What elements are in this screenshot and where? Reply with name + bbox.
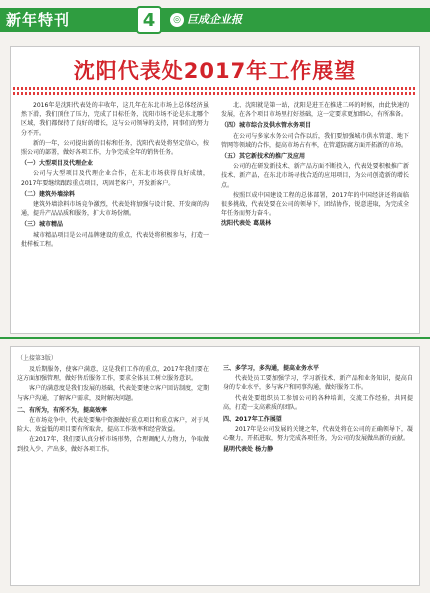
headline-stripe bbox=[13, 87, 417, 90]
section-subheading: （二）建筑外墙涂料 bbox=[21, 190, 76, 198]
article-paragraph: 新的一年，公司提出新的目标和任务，沈阳代表处将坚定信心，按照公司的部署，做好各项工作，力争完成全年的销售任务。 bbox=[21, 139, 209, 157]
article-paragraph: 在市场竞争中，代表处要集中资源做好重点项目和重点客户，对于风险大、效益低的项目要有所取舍，提高工作效率和经营效益。 bbox=[17, 417, 209, 434]
article-paragraph: 在公司与多家水务公司合作以后，我们要加强城市供水管道、地下管网等领域的合作，提高市场占有率，在管道防腐方面开拓新的市场。 bbox=[221, 132, 409, 149]
article-paragraph: 代表处要组织员工参加公司的各种培训，交流工作经验，共同提高，打造一支高素质的团队。 bbox=[223, 394, 413, 411]
article-paragraph: 按照巨成中国建设工程的总体部署，2017年的中国经济还将面临很多挑战，代表处要在公司的领导下，团结协作，锐意进取，为完成全年任务而努力奋斗。 bbox=[221, 191, 409, 218]
author-byline: 昆明代表处 杨力静 bbox=[223, 445, 274, 453]
article-paragraph: 建筑外墙涂料市场竞争激烈，代表处将加强与设计院、开发商的沟通，提升产品品质和服务，扩大市场份额。 bbox=[21, 201, 209, 218]
edition-title: 新年特刊 bbox=[6, 11, 71, 29]
article-paragraph: 公司与大型项目及代理企业合作，在东北市场获得良好成绩，2017年要继续跟踪重点项目，巩固老客户，开发新客户。 bbox=[21, 170, 209, 187]
article-paragraph: 及后期服务，使客户满意，这是我们工作的重点，2017年我们要在这方面加强管理，做好售后服务工作，要求全体员工树立服务意识。 bbox=[17, 366, 209, 383]
author-byline: 沈阳代表处 葛晟林 bbox=[221, 220, 272, 228]
article-paragraph: 北、沈阳就是第一站，沈阳是进王在推进二环的时候，由此快速的发展，在各个项目市场里打好基础，这一定要求更加细心，有所准备。 bbox=[221, 102, 409, 119]
article-top-col-right bbox=[221, 101, 409, 329]
section-heading: 四、2017年工作展望 bbox=[223, 416, 282, 424]
page-header bbox=[0, 0, 430, 40]
article-paragraph: 公司的在研发新技术、新产品方面不断投入，代表处要积极推广新技术、新产品，在东北市场寻找合适的应用项目，为公司创造新的增长点。 bbox=[221, 163, 409, 189]
article-bottom-col-right bbox=[223, 361, 413, 581]
article-bottom-col-left bbox=[17, 365, 209, 581]
logo-mark-icon: ◎ bbox=[170, 13, 184, 27]
newspaper-logo bbox=[170, 11, 242, 29]
article-paragraph: 客户的满意度是我们发展的基础，代表处要建立客户回访制度，定期与客户沟通，了解客户需求，及时解决问题。 bbox=[17, 385, 209, 402]
headline-stripe-2 bbox=[13, 92, 417, 95]
continued-tag: （上接第3版） bbox=[17, 355, 57, 362]
article-paragraph: 2016年是沈阳代表处的丰收年，这几年在东北市场上总体经济虽然下滑，我们顶住了压力，完成了目标任务，沈阳市场不论是东北哪个区域，我们都保持了良好的增长，这与公司领导的支持，同事们的努力分不开。 bbox=[21, 102, 209, 137]
section-subheading: （五）其它新技术的推广及应用 bbox=[221, 153, 306, 161]
section-divider bbox=[0, 337, 430, 339]
article-top bbox=[10, 46, 420, 334]
section-subheading: （四）城市综合及供水管水务项目 bbox=[221, 122, 312, 130]
section-heading: 三、多学习，多沟通，提高业务水平 bbox=[223, 365, 320, 372]
section-subheading: （一）大型项目及代理企业 bbox=[21, 160, 94, 168]
article-headline: 沈阳代表处2017年工作展望 bbox=[73, 59, 357, 83]
section-heading: 二、有所为，有所不为，提高效率 bbox=[17, 406, 108, 414]
page-number: 4 bbox=[136, 6, 162, 34]
logo-text: 巨成企业报 bbox=[187, 13, 242, 26]
article-paragraph: 在2017年，我们要认真分析市场形势，合理调配人力物力，争取做到投入少、产出多，做好各项工作。 bbox=[17, 436, 209, 453]
article-paragraph: 代表处员工要加强学习，学习新技术、新产品和业务知识，提高自身的专业水平，多与客户和同事沟通，做好服务工作。 bbox=[223, 375, 413, 392]
article-paragraph: 2017年是公司发展的关键之年，代表处将在公司的正确领导下，凝心聚力，开拓进取，努力完成各项任务，为公司的发展做出新的贡献。 bbox=[223, 426, 413, 443]
article-top-col-left bbox=[21, 101, 209, 329]
article-paragraph: 城市精品项目是公司品牌建设的重点，代表处将积极参与，打造一批样板工程。 bbox=[21, 231, 209, 248]
article-bottom bbox=[10, 346, 420, 586]
section-subheading: （三）城市精品 bbox=[21, 221, 64, 229]
